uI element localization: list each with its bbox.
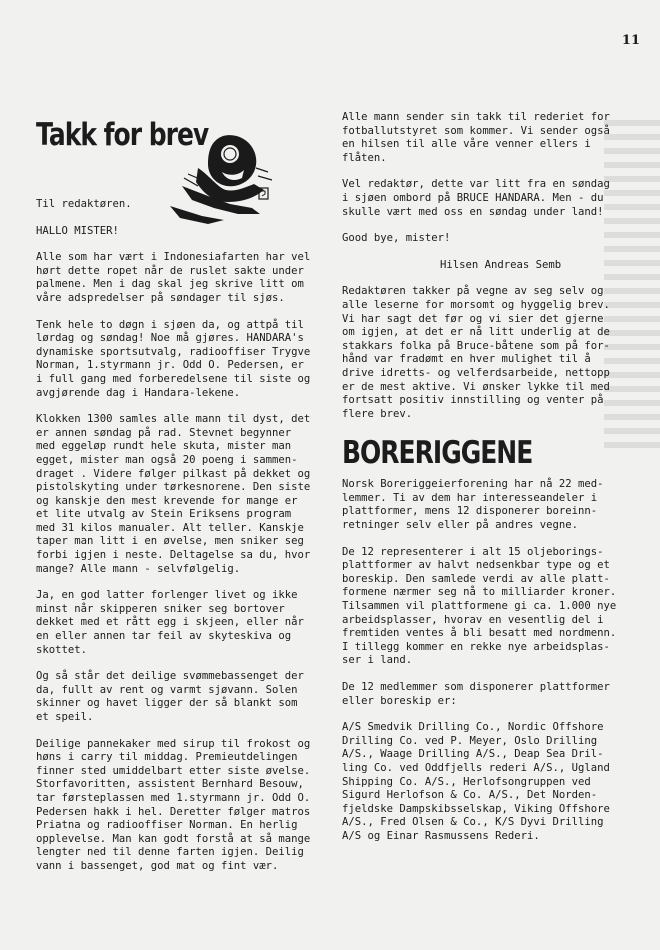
letter-paragraph: Tenk hele to døgn i sjøen da, og attpå til lørdag og søndag! Noe må gjøres. HANDARA's dynamiske sportsutvalg, radiooffiser Trygve Norman, 1.styrmann jr. Odd O. Pedersen, er i full gang med forberedelsene til siste og avgjørende dag i Handara-lekene. [36, 318, 311, 399]
letter-salutation: Til redaktøren. [36, 198, 132, 210]
rigs-title: BORERIGGENE [342, 434, 533, 471]
letter-paragraph: Alle mann sender sin takk til rederiet for fotballutstyret som kommer. Vi sender også en hilsen til alle våre venner ellers i flåten. [342, 111, 610, 164]
letter-closing: Good bye, mister! [342, 232, 451, 245]
letter-paragraph: Ja, en god latter forlenger livet og ikke minst når skipperen sniker seg bortover dekket med et rått egg i skjeen, eller når en eller annen tar feil av skyteskiva og skottet. [36, 589, 304, 656]
letter-column-left [36, 116, 332, 887]
rigs-paragraph: De 12 medlemmer som disponerer plattformer eller boreskip er: [342, 681, 610, 707]
letter-paragraph: Deilige pannekaker med sirup til frokost og høns i carry til middag. Premieutdelingen finner sted umiddelbart etter siste øvelse. Storfavoritten, assistent Bernhard Besouw, tar førsteplassen med 1.styrmann jr. Odd O. Pedersen hakk i hel. Deretter følger matros Priatna og radiooffiser Norman. En herlig opplevelse. Man kan godt forstå at så mange lengter ned til denne farten igjen. Deilig vann i bassenget, god mat og fint vær. [36, 737, 311, 872]
letter-paragraph: Vel redaktør, dette var litt fra en søndag i sjøen ombord på BRUCE HANDARA. Men - du skulle vært med oss en søndag under land! [342, 178, 610, 218]
letter-paragraph: Alle som har vært i Indonesiafarten har vel hørt dette ropet når de ruslet sakte under palmene. Men i dag skal jeg skrive litt om våre adspredelser på søndager til sjøs. [36, 251, 311, 304]
right-column [342, 111, 632, 857]
letter-greeting: HALLO MISTER! [36, 224, 119, 237]
letter-title: Takk for brev [36, 116, 209, 153]
editor-reply: Redaktøren takker på vegne av seg selv og alle leserne for morsomt og hyggelig brev. Vi har sagt det før og vi sier det gjerne om igjen, at det er nå litt underlig at de stakkars folka på Bruce-båtene som på for- hånd var fradømt en hver mulighet til å drive idretts- og velferdsarbeide, nettopp er de mest aktive. Vi ønsker lykke til med fortsatt positiv innstilling og venter på flere brev. [342, 285, 610, 420]
rigs-paragraph: De 12 representerer i alt 15 oljeborings- plattformer av halvt nedsenkbar type og et boreskip. Den samlede verdi av alle platt- formene nærmer seg nå to milliarder kroner. Tilsammen vil plattformene gi ca. 1.000 nye arbeidsplasser, hvorav en vesentlig del i fremtiden ventes å bli besatt med nordmenn. I tillegg kommer en rekke nye arbeidsplas- ser i land. [342, 545, 617, 667]
letter-signature: Hilsen Andreas Semb [440, 258, 562, 271]
page-number: 11 [621, 33, 640, 48]
letter-paragraph: Klokken 1300 samles alle mann til dyst, det er annen søndag på rad. Stevnet begynner med eggeløp rundt hele skuta, mister man egget, mister man også 20 poeng i sammen- draget . Videre følger pilkast på dekket og pistolskyting under tørkesnorene. Den siste og kanskje den mest krevende for mange er et lite utvalg av Stein Eriksens program med 31 kilos manualer. Alt teller. Kanskje taper man litt i en øvelse, men sniker seg forbi igjen i neste. Deltagelse sa du, hvor mange? Alle mann - selvfølgelig. [36, 413, 311, 575]
rigs-paragraph: Norsk Boreriggeierforening har nå 22 med- lemmer. Ti av dem har interesseandeler i plattformer, mens 12 disponerer boreinn- retninger selv eller på andres vegne. [342, 478, 604, 532]
letter-paragraph: Og så står det deilige svømmebassenget der da, fullt av rent og varmt sjøvann. Solen skinner og havet ligger der så blankt som et speil. [36, 670, 304, 723]
rigs-paragraph: A/S Smedvik Drilling Co., Nordic Offshore Drilling Co. ved P. Meyer, Oslo Drilling A/S., Waage Drilling A/S., Deap Sea Dril- ling Co. ved Oddfjells rederi A/S., Ugland Shipping Co. A/S., Herlofsongruppen ved Sigurd Herlofson & Co. A/S., Det Norden- fjeldske Dampskibsselskap, Viking Offshore A/S., Fred Olsen & Co., K/S Dyvi Drilling A/S og Einar Rasmussens Rederi. [342, 721, 610, 842]
